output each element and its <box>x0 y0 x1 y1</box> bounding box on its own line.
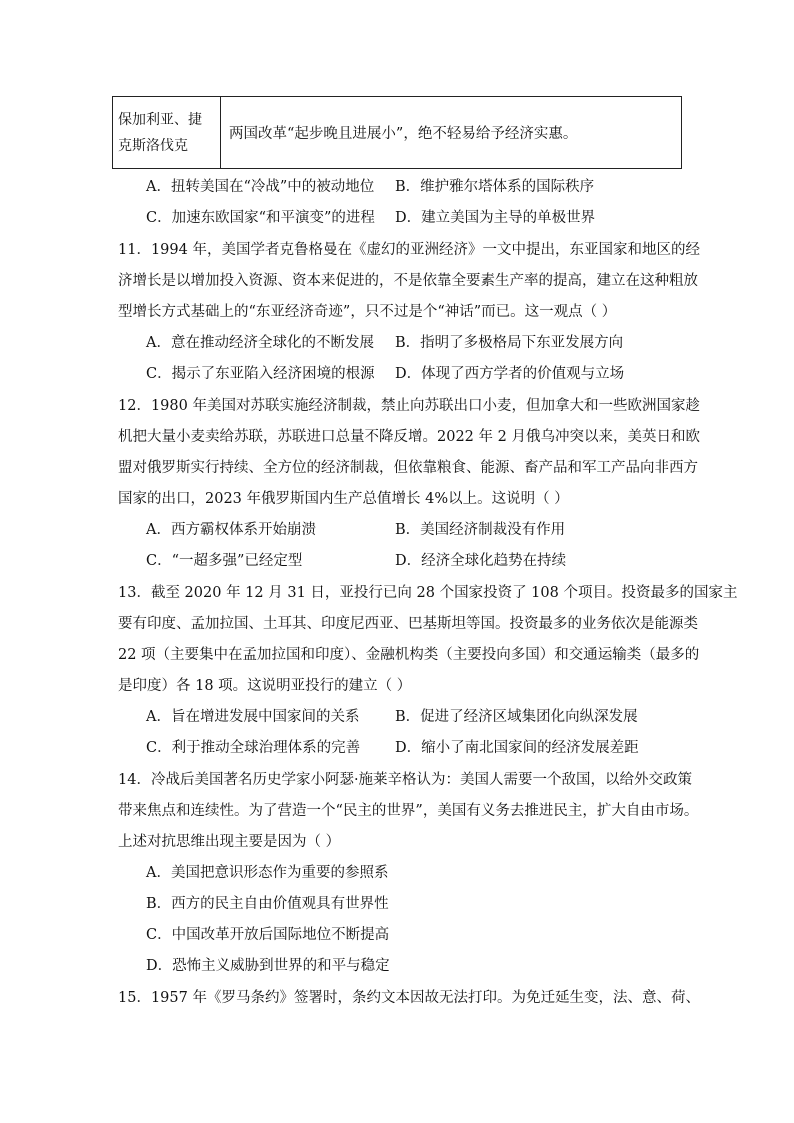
q12-option-d: D．经济全球化趋势在持续 <box>395 553 567 569</box>
q11-option-c: C．揭示了东亚陷入经济困境的根源 <box>146 366 375 382</box>
table-row-label: 保加利亚、捷克斯洛伐克 <box>113 97 221 169</box>
q12-stem-line-2: 机把大量小麦卖给苏联，苏联进口总量不降反增。2022 年 2 月俄乌冲突以来，美英日和欧 <box>118 429 700 445</box>
q11-stem-line-2: 济增长是以增加投入资源、资本来促进的，不是依靠全要素生产率的提高，建立在这种粗放 <box>118 273 698 289</box>
q15-stem-line-1: 15．1957 年《罗马条约》签署时，条约文本因故无法打印。为免迁延生变，法、意、荷、 <box>118 990 700 1006</box>
q10-option-d: D．建立美国为主导的单极世界 <box>395 210 596 226</box>
q13-stem-line-1: 13．截至 2020 年 12 月 31 日，亚投行已向 28 个国家投资了 108 个项目。投资最多的国家主 <box>118 585 738 601</box>
table-row-text: 两国改革“起步晚且进展小”，绝不轻易给予经济实惠。 <box>221 97 682 169</box>
q13-option-c: C．利于推动全球治理体系的完善 <box>146 740 361 756</box>
q11-option-d: D．体现了西方学者的价值观与立场 <box>395 366 625 382</box>
q12-option-b: B．美国经济制裁没有作用 <box>395 522 566 538</box>
q14-stem-line-3: 上述对抗思维出现主要是因为（ ） <box>118 834 341 850</box>
q13-option-d: D．缩小了南北国家间的经济发展差距 <box>395 740 639 756</box>
q14-option-c: C．中国改革开放后国际地位不断提高 <box>146 927 390 943</box>
q10-option-a: A．扭转美国在“冷战”中的被动地位 <box>146 179 375 195</box>
q12-stem-line-3: 盟对俄罗斯实行持续、全方位的经济制裁，但依靠粮食、能源、畜产品和军工产品向非西方 <box>118 460 698 476</box>
q13-stem-line-4: 是印度）各 18 项。这说明亚投行的建立（ ） <box>118 678 412 694</box>
comparison-table <box>112 96 682 169</box>
q10-option-c: C．加速东欧国家“和平演变”的进程 <box>146 210 375 226</box>
q12-stem-line-4: 国家的出口，2023 年俄罗斯国内生产总值增长 4%以上。这说明（ ） <box>118 491 569 507</box>
q13-stem-line-2: 要有印度、孟加拉国、土耳其、印度尼西亚、巴基斯坦等国。投资最多的业务依次是能源类 <box>118 616 698 632</box>
q14-option-a: A．美国把意识形态作为重要的参照系 <box>146 865 389 881</box>
q14-stem-line-2: 带来焦点和连续性。为了营造一个“民主的世界”，美国有义务去推进民主，扩大自由市场。 <box>118 803 699 819</box>
q12-stem-line-1: 12．1980 年美国对苏联实施经济制裁，禁止向苏联出口小麦，但加拿大和一些欧洲国家趁 <box>118 398 700 414</box>
table-row <box>113 97 682 169</box>
q11-stem-line-1: 11．1994 年，美国学者克鲁格曼在《虚幻的亚洲经济》一文中提出，东亚国家和地区的经 <box>118 242 700 258</box>
q12-option-a: A．西方霸权体系开始崩溃 <box>146 522 316 538</box>
q14-option-b: B．西方的民主自由价值观具有世界性 <box>146 896 389 912</box>
q14-stem-line-1: 14．冷战后美国著名历史学家小阿瑟·施莱辛格认为：美国人需要一个敌国，以给外交政策 <box>118 772 693 788</box>
q10-option-b: B．维护雅尔塔体系的国际秩序 <box>395 179 595 195</box>
q13-option-b: B．促进了经济区域集团化向纵深发展 <box>395 709 638 725</box>
q14-option-d: D．恐怖主义威胁到世界的和平与稳定 <box>146 958 390 974</box>
q11-option-b: B．指明了多极格局下东亚发展方向 <box>395 335 624 351</box>
q13-option-a: A．旨在增进发展中国家间的关系 <box>146 709 360 725</box>
q11-stem-line-3: 型增长方式基础上的“东亚经济奇迹”，只不过是个“神话”而已。这一观点（ ） <box>118 304 617 320</box>
q13-stem-line-3: 22 项（主要集中在孟加拉国和印度）、金融机构类（主要投向多国）和交通运输类（最多的 <box>118 647 700 663</box>
q11-option-a: A．意在推动经济全球化的不断发展 <box>146 335 374 351</box>
q12-option-c: C．“一超多强”已经定型 <box>146 553 303 569</box>
